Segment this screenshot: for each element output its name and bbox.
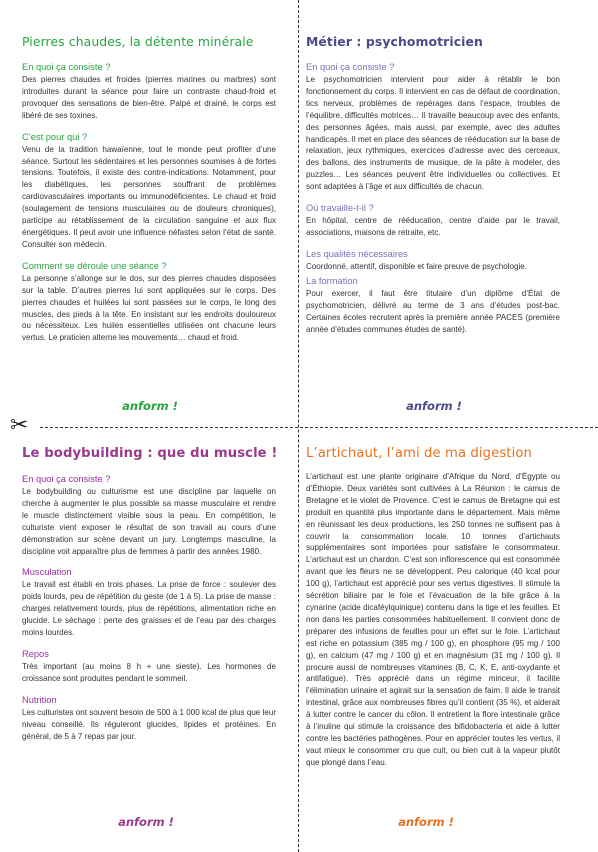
section-text: Le bodybuilding ou culturisme est une discipline par laquelle on cherche à augmenter le plus possible sa masse musculaire et rendre le muscle distinctement visible sous la peau. En compétition, le culturiste vient exposer le résultat de son travail au cours d’une démonstration sur scène devant un jury. Longtemps masculine, la discipline voit apparaître plus de femmes à partir des années 1980. bbox=[22, 487, 276, 556]
card-metier-psychomotricien bbox=[306, 34, 560, 335]
section-text: L’artichaut est une plante originaire d’Afrique du Nord, d’Égypte ou d’Éthiopie. Deux variétés sont cultivées à La Réunion : le camus de Bretagne et le violet de Provence. C’est le camus de Bretagne qui est produit en quantité plus importante dans le département. Mais même en réunissant les deux productions, les 250 tonnes ne suffisent pas à couvrir la consommation locale. 10 tonnes d’artichauts supplémentaires sont importées pour satisfaire le consommateur. L’artichaut est un chardon. C’est son inflorescence qui est consommée avant que les fleurs ne se développent. Peu calorique (40 kcal pour 100 g), l’artichaut est apprécié pour ses vertus digestives. Il stimule la sécrétion biliaire par le foie et l’évacuation de la bile grâce à la cynarine (acide dicaféylquinique) contenu dans la tige et les feuilles. Et non dans les parties consommées habituellement. Il convient donc de préparer des infusions de feuilles pour un effet sur le foie. L’artichaut est riche en potassium (385 mg / 100 g), en phosphore (95 mg / 100 g), en calcium (47 mg / 100 g) et en magnésium (31 mg / 100 g). Il procure aussi de nombreuses vitamines (B, C, K, E, anti-oxydante et antifatigue). Très apprécié dans un régime minceur, il facilite l’élimination urinaire et agirait sur la sensation de faim. Il aide le transit intestinal, grâce aux nombreuses fibres qu’il contient (35 %), et aiderait à lutter contre le cancer du côlon. Il entretient la flore intestinale grâce à l’inuline qui stimule la croissance des bifidobacteria et aide à lutter contre les bactéries pathogènes. Pour en apprécier toutes les vertus, il vaut mieux le consommer cru que cuit, ou bien cuit à la vapeur plutôt que plongé dans l’eau. bbox=[306, 472, 560, 767]
card-title: Pierres chaudes, la détente minérale bbox=[22, 34, 254, 49]
section-text: La personne s’allonge sur le dos, sur des pierres chaudes disposées sur la table. D’autres pierres lui sont appliquées sur le corps. Des pierres chaudes et huilées lui sont passées sur le corps, le long des muscles, des pieds à la tête. En insistant sur les endroits douloureux ou nécessiteux. Les huiles essentielles utilisées ont chacune leurs vertus. Le praticien alterne les mouvements… chaud et froid. bbox=[22, 273, 276, 343]
section-text: Le travail est établi en trois phases. La prise de force : soulever des poids lourds, peu de répétition du geste (de 1 à 5). La prise de masse : charges relativement lourds, plus de répétitions, alimentation riche en glucide. Le séchage : perte des graisses et de l’eau par des charges moins lourdes. bbox=[22, 580, 276, 638]
section-heading: C’est pour qui ? bbox=[22, 131, 88, 142]
brand-logo: anform ! bbox=[406, 399, 462, 413]
vertical-cut-line bbox=[298, 0, 299, 852]
section-text: Le psychomotricien intervient pour aider à rétablir le bon fonctionnement du corps. Il intervient en cas de défaut de coordination, tics nerveux, problèmes de repérages dans l’espace, troubles de l’équilibre, difficultés motrices… Il travaille beaucoup avec des enfants, des personnes âgées, mais aussi, par exemple, avec des adultes handicapés. Il met en place des séances de rééducation sur la base de relaxation, jeux rythmiques, exercices d’adresse avec des cerceaux, des ballons, des instruments de musique, de la pâte à modeler, des puzzles… Les séances peuvent être individuelles ou collectives. Et sont adaptées à l’âge et aux difficultés de chacun. bbox=[306, 75, 560, 192]
section-heading: En quoi ça consiste ? bbox=[22, 62, 111, 72]
section-text: Pour exercer, il faut être titulaire d’un diplôme d’État de psychomotricien, délivré au terme de 3 ans d’études post-bac. Certaines écoles recrutent après la première année PACES (première année d’études communes études de santé). bbox=[306, 288, 560, 334]
card-artichaut bbox=[306, 446, 560, 769]
section-heading: Repos bbox=[22, 648, 49, 659]
section-text: En hôpital, centre de rééducation, centre d’aide par le travail, associations, maisons de retraite, etc. bbox=[306, 216, 560, 237]
scissors-icon: ✂ bbox=[10, 413, 29, 438]
section-heading: Musculation bbox=[22, 567, 72, 578]
card-pierres-chaudes bbox=[22, 34, 276, 344]
section-text: Très important (au moins 8 h + une sieste). Les hormones de croissance sont produites pendant le sommeil. bbox=[22, 661, 276, 683]
section-heading: En quoi ça consiste ? bbox=[22, 474, 111, 484]
section-text: Coordonné, attentif, disponible et faire preuve de psychologie. bbox=[306, 261, 527, 271]
card-title: Le bodybuilding : que du muscle ! bbox=[22, 446, 278, 461]
card-title: Métier : psychomotricien bbox=[306, 34, 483, 49]
section-heading: La formation bbox=[306, 275, 358, 286]
section-text: Venu de la tradition hawaïenne, tout le monde peut profiter d’une séance. Surtout les sédentaires et les personnes soumises à de fortes tensions. Toutefois, il existe des contre-indications. Notamment, pour les diabétiques, les personnes souffrant de problèmes cardiovasculaires importants ou immunodéficientes. Le chaud et froid (soulagement de tensions musculaires ou de douleurs chroniques), participe au rétablissement de la circulation sanguine et aux flux énergétiques. Il peut avoir une influence néfastes selon l’état de santé. Consulter son médecin. bbox=[22, 144, 276, 249]
brand-logo: anform ! bbox=[398, 815, 454, 829]
brand-logo: anform ! bbox=[118, 815, 174, 829]
section-heading: Nutrition bbox=[22, 694, 57, 705]
section-heading: En quoi ça consiste ? bbox=[306, 62, 395, 72]
section-text: Les culturistes ont souvent besoin de 500 à 1 000 kcal de plus que leur niveau conseillé. Ils réguleront glucides, lipides et protéines. En général, de 5 à 7 repas par jour. bbox=[22, 707, 276, 741]
section-heading: Les qualités nécessaires bbox=[306, 248, 408, 259]
brand-logo: anform ! bbox=[122, 399, 178, 413]
section-text: Des pierres chaudes et froides (pierres marines ou marbres) sont introduites durant la séance pour faire un contraste chaud-froid et provoquer des sensations de bien-être. Palpé et drainé, le corps est libéré de ses toxines. bbox=[22, 75, 276, 120]
card-title: L’artichaut, l’ami de ma digestion bbox=[306, 446, 532, 461]
section-heading: Comment se déroule une séance ? bbox=[22, 260, 167, 271]
horizontal-cut-line bbox=[40, 427, 598, 428]
section-heading: Où travaille-t-il ? bbox=[306, 203, 374, 214]
card-bodybuilding bbox=[22, 446, 276, 743]
